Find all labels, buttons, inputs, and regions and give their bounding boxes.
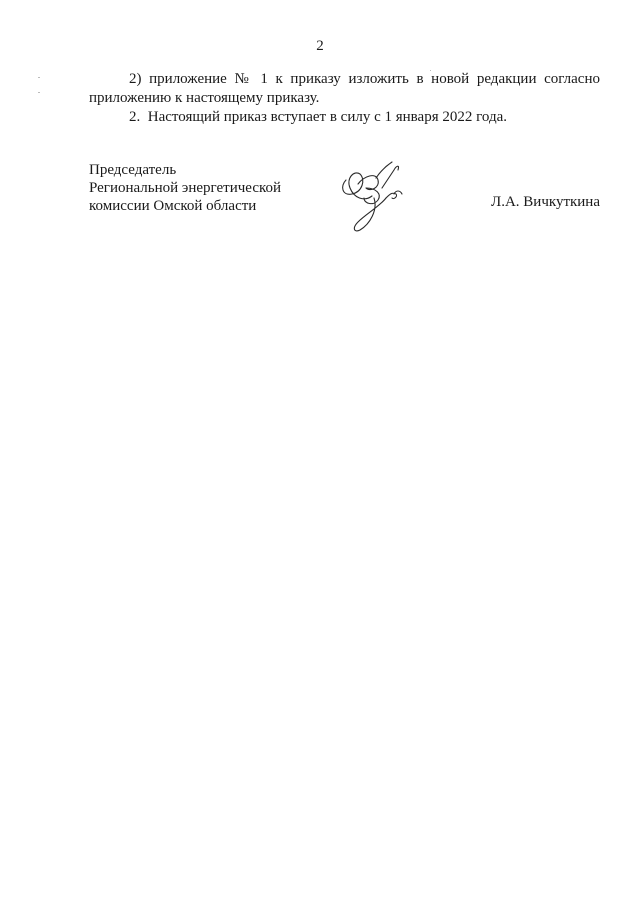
document-body (89, 70, 600, 127)
scan-speck (430, 70, 431, 71)
position-line-1: Председатель (89, 162, 177, 178)
point-2-paragraph: 2. Настоящий приказ вступает в силу с 1 января 2022 года. (129, 109, 507, 125)
scan-speck (38, 92, 40, 93)
handwritten-signature (336, 158, 408, 234)
item-2-line-1: 2) приложение № 1 к приказу изложить в новой редакции согласно (129, 71, 600, 87)
position-line-3: комиссии Омской области (89, 198, 257, 214)
scan-speck (38, 77, 40, 78)
item-2-line-2: приложению к настоящему приказу. (89, 90, 320, 106)
position-line-2: Региональной энергетической (89, 180, 282, 196)
signer-name: Л.А. Вичкуткина (491, 194, 600, 210)
page-number: 2 (316, 38, 324, 54)
signature-strokes (343, 162, 402, 231)
signatory-position (89, 161, 281, 215)
